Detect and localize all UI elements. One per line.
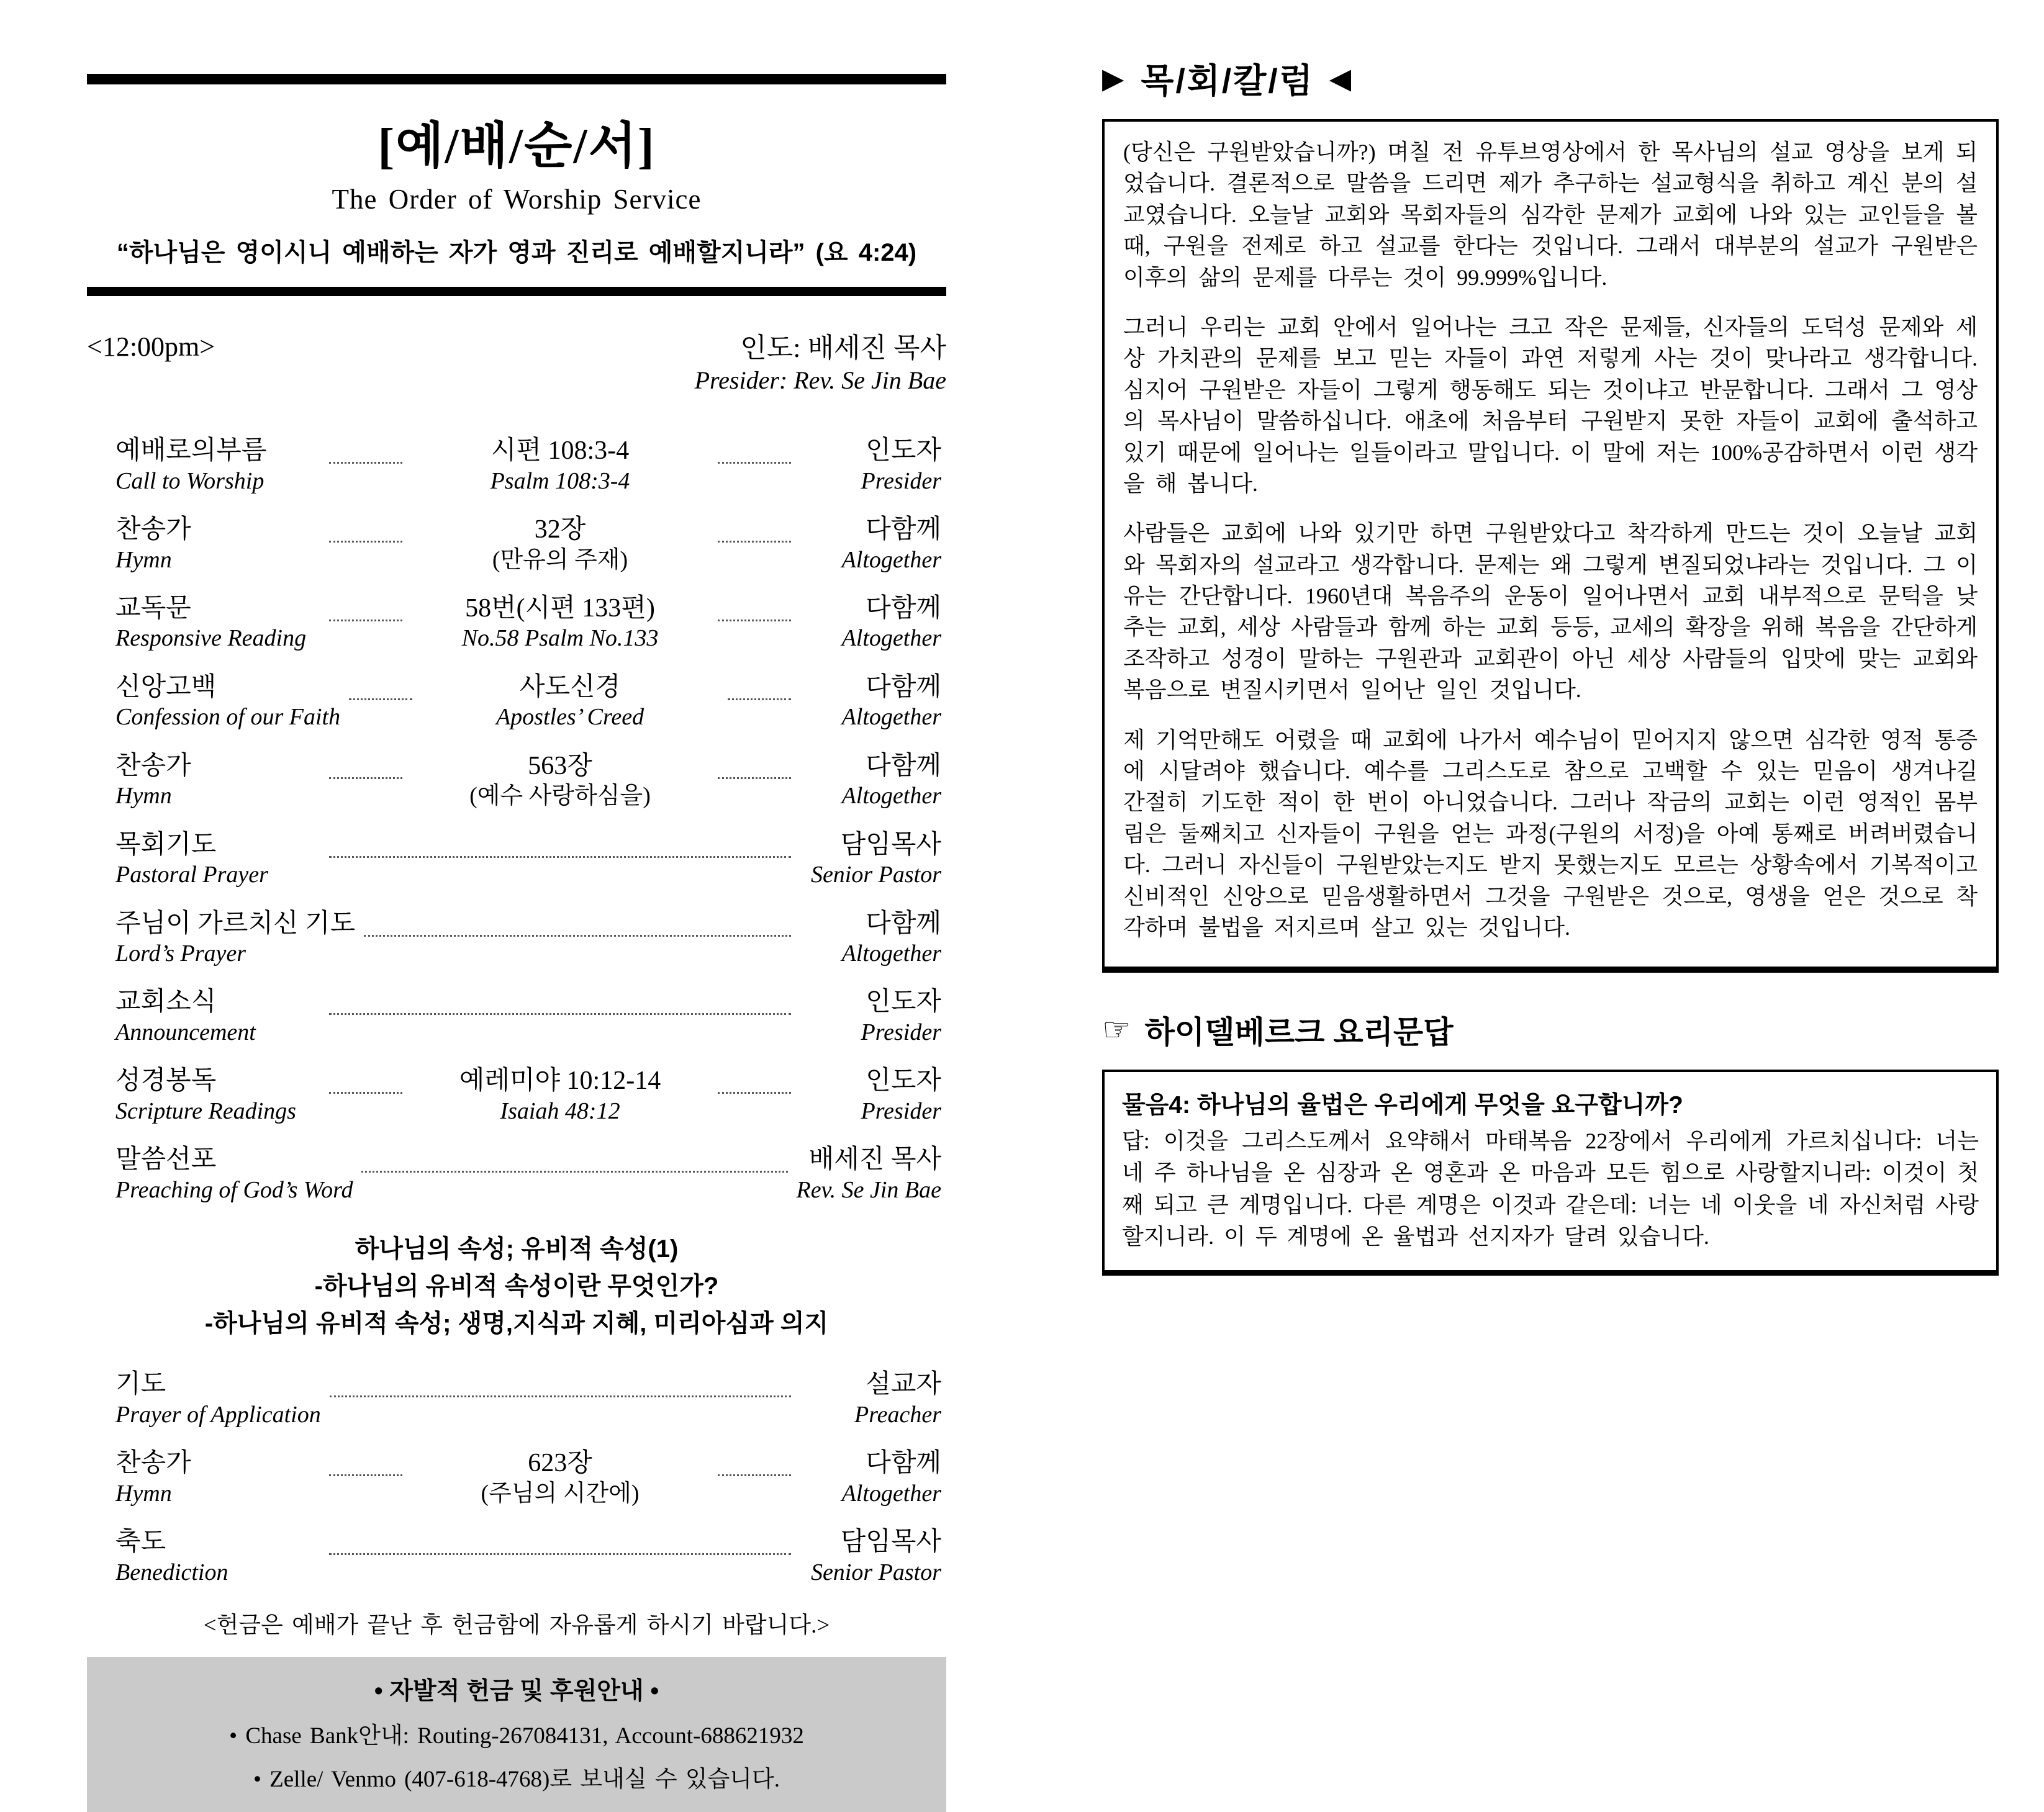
order-item-role: 다함께 Altogether bbox=[841, 672, 942, 731]
dotted-leader bbox=[329, 1527, 791, 1555]
order-row bbox=[115, 909, 941, 968]
order-item-role: 다함께 Altogether bbox=[841, 909, 941, 967]
left-triangle-icon: ◀ bbox=[1329, 61, 1354, 94]
order-row bbox=[115, 1145, 941, 1204]
catechism-question: 물음4: 하나님의 율법은 우리에게 무엇을 요구합니까? bbox=[1122, 1092, 1683, 1119]
order-row bbox=[115, 436, 941, 495]
sermon-title-line: -하나님의 유비적 속성; 생명,지식과 지혜, 미리아심과 의지 bbox=[204, 1310, 829, 1338]
divider-bar-bottom bbox=[87, 287, 946, 296]
order-row bbox=[115, 1066, 941, 1125]
dotted-leader bbox=[349, 672, 412, 700]
dotted-leader bbox=[329, 1066, 402, 1094]
dotted-leader bbox=[364, 909, 791, 937]
dotted-leader bbox=[718, 515, 791, 543]
order-item-label: 축도 Benediction bbox=[115, 1527, 228, 1585]
presider-block bbox=[695, 331, 946, 396]
presider-name-ko: 인도: 배세진 목사 bbox=[740, 333, 946, 363]
column-paragraph: (당신은 구원받았습니까?) 며칠 전 유투브영상에서 한 목사님의 설교 영상을 보게 되었습니다. 결론적으로 말씀을 드리면 제가 추구하는 설교형식을 취하고 계신 분의 설교였습니다. 오늘날 교회와 목회자들의 심각한 문제가 교회에 나와 있는 교인들을 볼 때, 구원을 전제로 하고 설교를 한다는 것입니다. 그래서 대부분의 설교가 구원받은 이후의 삶의 문제를 다루는 것이 99.999%입니다. bbox=[1123, 140, 1978, 290]
order-row bbox=[115, 1448, 941, 1508]
order-item-role: 다함께 Altogether bbox=[841, 1449, 941, 1507]
order-row bbox=[115, 987, 941, 1047]
presider-name-en: Presider: Rev. Se Jin Bae bbox=[694, 366, 946, 395]
order-item-role: 인도자 Presider bbox=[861, 436, 941, 494]
catechism-answer: 답: 이것을 그리스도께서 요약해서 마태복음 22장에서 우리에게 가르치십니다: 너는 네 주 하나님을 온 심장과 온 영혼과 온 마음과 모든 힘으로 사랑할지니라: 이것이 첫째 되고 큰 계명입니다. 다른 계명은 이것과 같은데: 너는 네 이웃을 네 자신처럼 사랑할지니라. 이 두 계명에 온 율법과 선지자가 달려 있습니다. bbox=[1122, 1129, 1979, 1249]
order-item-role: 다함께 Altogether bbox=[841, 593, 941, 652]
order-item-role: 담임목사 Senior Pastor bbox=[810, 830, 941, 888]
order-item-label: 주님이 가르치신 기도 Lord’s Prayer bbox=[115, 909, 356, 967]
order-item-content: 사도신경 Apostles’ Creed bbox=[495, 672, 644, 731]
sermon-title-block bbox=[87, 1230, 946, 1342]
order-row bbox=[115, 1369, 941, 1429]
order-of-worship-page bbox=[87, 64, 946, 1812]
dotted-leader bbox=[329, 436, 402, 464]
offering-note: <헌금은 예배가 끝난 후 헌금함에 자유롭게 하시기 바랍니다.> bbox=[203, 1612, 830, 1638]
catechism-box bbox=[1102, 1070, 1999, 1275]
sermon-title-line: 하나님의 속성; 유비적 속성(1) bbox=[355, 1235, 679, 1263]
order-item-content: 58번(시편 133편) No.58 Psalm No.133 bbox=[461, 593, 659, 652]
order-item-role: 배세진 목사 Rev. Se Jin Bae bbox=[796, 1145, 941, 1203]
pastoral-column-box bbox=[1102, 119, 1999, 973]
donation-zelle-line: • Zelle/ Venmo (407-618-4768)로 보내실 수 있습니다. bbox=[253, 1766, 780, 1792]
dotted-leader bbox=[329, 593, 402, 621]
order-item-label: 신앙고백 Confession of our Faith bbox=[115, 672, 341, 731]
service-time: <12:00pm> bbox=[87, 331, 215, 362]
page-subtitle: The Order of Worship Service bbox=[332, 184, 702, 215]
order-item-role: 다함께 Altogether bbox=[841, 751, 941, 809]
order-item-label: 성경봉독 Scripture Readings bbox=[115, 1066, 296, 1124]
pastoral-column-page bbox=[1102, 53, 1999, 1276]
dotted-leader bbox=[329, 987, 791, 1015]
order-item-role: 다함께 Altogether bbox=[841, 515, 941, 573]
catechism-header bbox=[1102, 1007, 1999, 1052]
order-item-label: 기도 Prayer of Application bbox=[115, 1370, 321, 1428]
order-item-label: 교독문 Responsive Reading bbox=[115, 593, 307, 652]
order-row bbox=[115, 751, 941, 811]
column-paragraph: 사람들은 교회에 나와 있기만 하면 구원받았다고 착각하게 만드는 것이 오늘날 교회와 목회자의 설교라고 생각합니다. 문제는 왜 그렇게 변질되었냐라는 것입니다. 그 이유는 간단합니다. 1960년대 복음주의 운동이 일어나면서 교회 내부적으로 문턱을 낮추는 교회, 세상 사람들과 함께 하는 교회 등등, 교세의 확장을 위해 복음을 간단하게 조작하고 성경이 말하는 구원관과 교회관이 아닌 세상 사람들의 입맛에 맞는 교회와 복음으로 변질시키면서 일어난 일인 것입니다. bbox=[1123, 521, 1978, 703]
catechism-header-text: 하이델베르크 요리문답 bbox=[1144, 1015, 1454, 1050]
dotted-leader bbox=[718, 1448, 791, 1476]
donation-box bbox=[87, 1657, 946, 1812]
dotted-leader bbox=[718, 593, 791, 621]
order-item-role: 인도자 Presider bbox=[861, 988, 941, 1045]
dotted-leader bbox=[329, 751, 402, 779]
order-item-role: 담임목사 Senior Pastor bbox=[810, 1527, 941, 1585]
order-item-content: 623장 (주님의 시간에) bbox=[481, 1449, 640, 1507]
order-item-label: 찬송가 Hymn bbox=[115, 751, 191, 809]
order-row bbox=[115, 515, 941, 574]
order-item-label: 찬송가 Hymn bbox=[115, 515, 191, 573]
dotted-leader bbox=[329, 830, 791, 858]
page-title: [예/배/순/서] bbox=[378, 119, 656, 174]
dotted-leader bbox=[329, 515, 402, 543]
dotted-leader bbox=[718, 1066, 791, 1094]
dotted-leader bbox=[718, 436, 791, 464]
order-item-label: 찬송가 Hymn bbox=[115, 1449, 191, 1507]
order-item-content: 예레미야 10:12-14 Isaiah 48:12 bbox=[459, 1066, 661, 1124]
dotted-leader bbox=[329, 1448, 402, 1476]
order-item-role: 인도자 Presider bbox=[861, 1066, 941, 1124]
dotted-leader bbox=[728, 672, 791, 700]
order-item-label: 말씀선포 Preaching of God’s Word bbox=[115, 1145, 353, 1203]
dotted-leader bbox=[718, 751, 791, 779]
service-info-row bbox=[87, 331, 946, 396]
order-row bbox=[115, 593, 941, 653]
right-triangle-icon: ▶ bbox=[1102, 61, 1126, 94]
order-item-label: 목회기도 Pastoral Prayer bbox=[115, 830, 268, 888]
closing-order-list bbox=[87, 1369, 946, 1587]
donation-bank-line: • Chase Bank안내: Routing-267084131, Account-688621932 bbox=[229, 1723, 804, 1749]
column-title bbox=[1102, 53, 1999, 102]
pointing-hand-icon: ☞ bbox=[1102, 1012, 1131, 1048]
column-paragraph: 제 기억만해도 어렸을 때 교회에 나가서 예수님이 믿어지지 않으면 심각한 영적 통증에 시달려야 했습니다. 예수를 그리스도로 참으로 고백할 수 있는 믿음이 생겨나길 간절히 기도한 적이 한 번이 아니었습니다. 그러나 작금의 교회는 이런 영적인 몸부림은 둘째치고 신자들이 구원을 얻는 과정(구원의 서정)을 아예 통째로 버려버렸습니다. 그러니 자신들이 구원받았는지도 받지 못했는지도 모르는 상황속에서 기복적이고 신비적인 신앙으로 믿음생활하면서 그것을 구원받은 것으로, 영생을 얻은 것으로 착각하며 불법을 저지르며 살고 있는 것입니다. bbox=[1123, 727, 1978, 940]
order-row bbox=[115, 672, 941, 732]
donation-title: • 자발적 헌금 및 후원안내 • bbox=[374, 1677, 659, 1705]
dotted-leader bbox=[330, 1369, 791, 1397]
order-item-content: 563장 (예수 사랑하심을) bbox=[469, 751, 651, 809]
order-item-label: 교회소식 Announcement bbox=[115, 988, 256, 1045]
column-title-text: 목/회/칼/럼 bbox=[1141, 61, 1314, 100]
order-item-label: 예배로의부름 Call to Worship bbox=[115, 436, 267, 494]
order-item-content: 32장 (만유의 주재) bbox=[492, 515, 628, 573]
divider-bar-top bbox=[87, 74, 946, 84]
column-paragraph: 그러니 우리는 교회 안에서 일어나는 크고 작은 문제들, 신자들의 도덕성 문제와 세상 가치관의 문제를 보고 믿는 자들이 과연 저렇게 사는 것이 맞나라고 생각합니다. 심지어 구원받은 자들이 그렇게 행동해도 되는 것이냐고 반문합니다. 그래서 그 영상의 목사님이 말씀하십니다. 애초에 처음부터 구원받지 못한 자들이 교회에 출석하고 있기 때문에 일어나는 일들이라고 말입니다. 이 말에 저는 100%공감하면서 이런 생각을 해 봅니다. bbox=[1123, 314, 1978, 496]
order-row bbox=[115, 1527, 941, 1587]
order-item-role: 설교자 Preacher bbox=[854, 1370, 941, 1428]
sermon-title-line: -하나님의 유비적 속성이란 무엇인가? bbox=[314, 1273, 719, 1300]
order-item-content: 시편 108:3-4 Psalm 108:3-4 bbox=[490, 436, 630, 494]
order-list bbox=[87, 436, 946, 1204]
order-row bbox=[115, 830, 941, 890]
verse-quote: “하나님은 영이시니 예배하는 자가 영과 진리로 예배할지니라” (요 4:24) bbox=[116, 239, 917, 266]
dotted-leader bbox=[361, 1145, 787, 1173]
